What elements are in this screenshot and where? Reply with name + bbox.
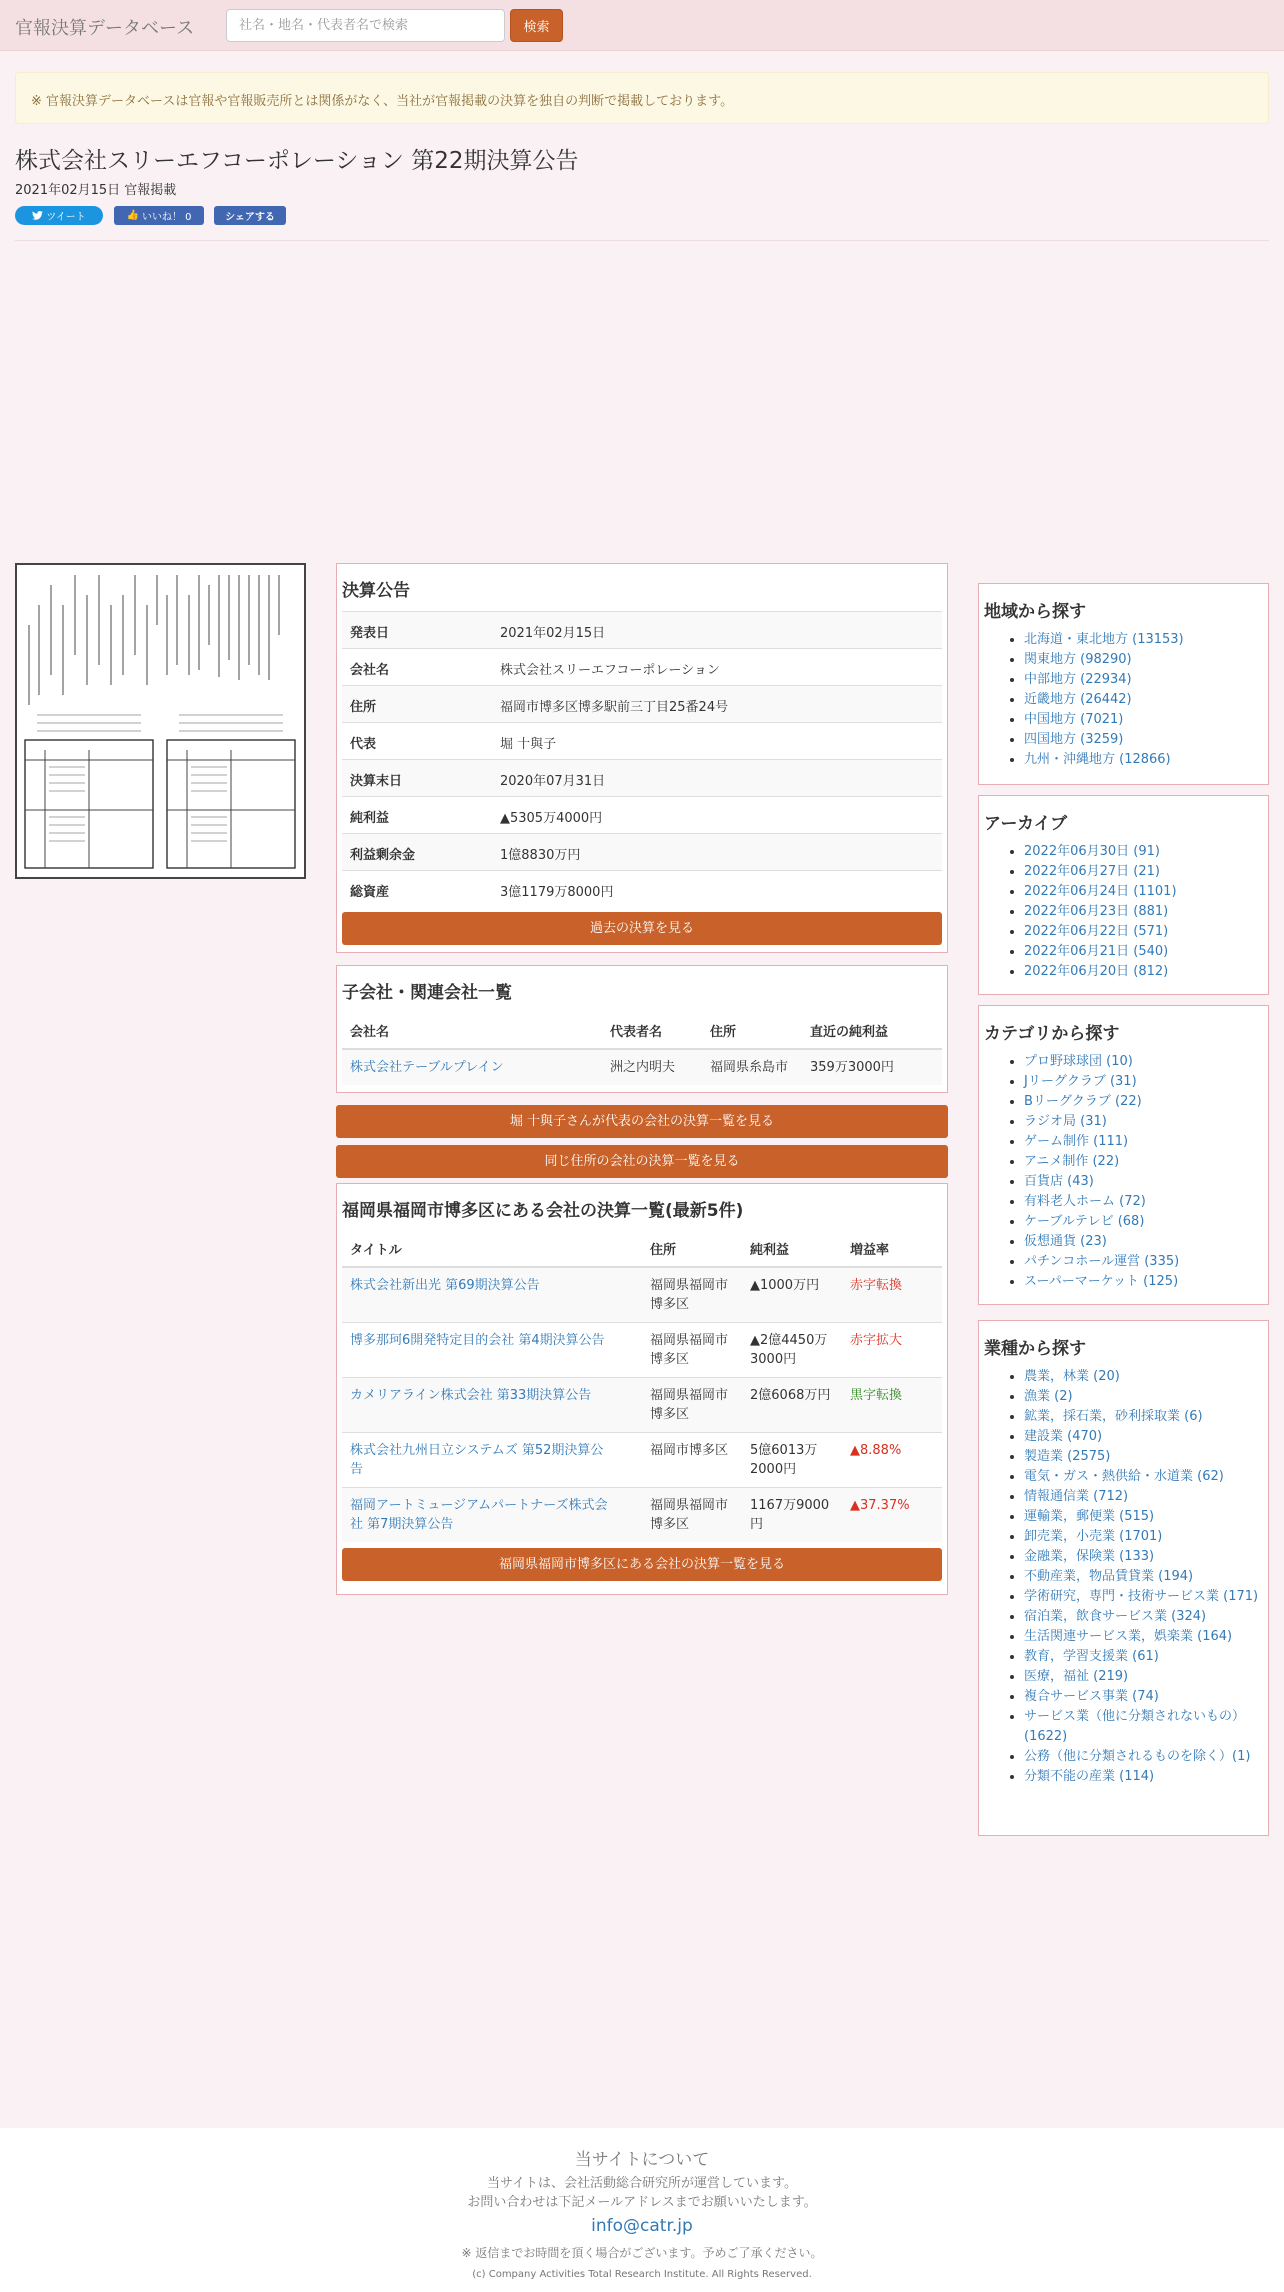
table-row xyxy=(342,1378,942,1433)
sidebar-industry xyxy=(978,1320,1269,1836)
industry-link[interactable]: 鉱業，採石業，砂利採取業 (6) xyxy=(1024,1409,1203,1424)
tweet-button[interactable] xyxy=(15,206,103,225)
list-item xyxy=(1024,882,1263,902)
industry-link[interactable]: 漁業 (2) xyxy=(1024,1389,1073,1404)
category-link[interactable]: アニメ制作 (22) xyxy=(1024,1154,1120,1169)
region-link[interactable]: 中部地方 (22934) xyxy=(1024,672,1132,687)
table-row xyxy=(342,1267,942,1323)
list-item xyxy=(1024,962,1263,982)
like-label: いいね！ 0 xyxy=(141,212,192,223)
publication-date: 2021年02月15日 官報掲載 xyxy=(15,183,177,198)
category-link[interactable]: ケーブルテレビ (68) xyxy=(1024,1214,1145,1229)
kessan-title-link[interactable] xyxy=(350,1278,540,1293)
region-link[interactable]: 中国地方 (7021) xyxy=(1024,712,1124,727)
title-cell xyxy=(342,1267,642,1323)
kessan-key: 利益剰余金 xyxy=(350,848,416,863)
gazette-scan-image[interactable] xyxy=(15,563,306,879)
category-heading: カテゴリから探す xyxy=(984,1024,1120,1044)
list-item xyxy=(1024,1072,1263,1092)
company-cell xyxy=(342,1049,602,1085)
kessan-row xyxy=(342,834,942,871)
sidebar-region xyxy=(978,583,1269,785)
list-item xyxy=(1024,650,1263,670)
kessan-table xyxy=(342,611,942,908)
list-item xyxy=(1024,1447,1263,1467)
col-growth-rate: 増益率 xyxy=(842,1231,942,1267)
area-list-panel xyxy=(336,1183,948,1595)
list-item xyxy=(1024,1367,1263,1387)
kessan-row xyxy=(342,686,942,723)
footer-title: 当サイトについて xyxy=(574,2150,710,2170)
kessan-row xyxy=(342,797,942,834)
list-item xyxy=(1024,670,1263,690)
kessan-key: 総資産 xyxy=(350,885,390,900)
representative-cell: 洲之内明夫 xyxy=(602,1049,702,1085)
list-item xyxy=(1024,750,1263,770)
list-item xyxy=(1024,1467,1263,1487)
title-cell xyxy=(342,1323,642,1378)
list-item xyxy=(1024,922,1263,942)
kessan-row xyxy=(342,871,942,908)
profit-line: ▲1000万円 xyxy=(750,1278,820,1293)
kessan-key: 住所 xyxy=(350,700,377,715)
title-cell xyxy=(342,1378,642,1433)
region-link[interactable]: 関東地方 (98290) xyxy=(1024,652,1132,667)
list-item xyxy=(1024,1627,1263,1647)
category-link[interactable]: ゲーム制作 (111) xyxy=(1024,1134,1129,1149)
kessan-title-link[interactable] xyxy=(350,1498,608,1532)
footer xyxy=(0,2128,1284,2292)
list-item xyxy=(1024,1152,1263,1172)
address-cell xyxy=(642,1433,742,1488)
region-link[interactable]: 北海道・東北地方 (13153) xyxy=(1024,632,1184,647)
company-link[interactable]: 株式会社テーブルプレイン xyxy=(350,1060,504,1075)
list-item xyxy=(1024,1707,1263,1747)
list-item xyxy=(1024,1232,1263,1252)
profit-cell xyxy=(742,1267,842,1323)
address-line: 福岡県福岡市 xyxy=(650,1498,729,1513)
list-item xyxy=(1024,1767,1263,1787)
sidebar-category xyxy=(978,1005,1269,1305)
industry-link[interactable]: 分類不能の産業 (114) xyxy=(1024,1769,1155,1784)
address-cell xyxy=(642,1378,742,1433)
archive-list xyxy=(984,842,1263,982)
list-item xyxy=(1024,1272,1263,1292)
tweet-label: ツイート xyxy=(46,212,86,223)
list-item xyxy=(1024,1407,1263,1427)
industry-link[interactable]: 学術研究，専門・技術サービス業 (171) xyxy=(1024,1589,1259,1604)
list-item xyxy=(1024,1132,1263,1152)
industry-link[interactable]: 製造業 (2575) xyxy=(1024,1449,1111,1464)
subsidiaries-panel xyxy=(336,965,948,1093)
footer-contact-text: お問い合わせは下記メールアドレスまでお願いいたします。 xyxy=(467,2195,817,2210)
address-cell xyxy=(642,1488,742,1543)
address-cell: 福岡県糸島市 xyxy=(702,1049,802,1085)
subsidiaries-heading: 子会社・関連会社一覧 xyxy=(342,983,512,1003)
same-representative-button[interactable]: 堀 十與子さんが代表の会社の決算一覧を見る xyxy=(336,1105,948,1138)
industry-heading: 業種から探す xyxy=(984,1339,1086,1359)
list-item xyxy=(1024,1647,1263,1667)
address-line: 博多区 xyxy=(650,1517,690,1532)
kessan-key: 純利益 xyxy=(350,811,390,826)
title-line: 福岡アートミュージアムパートナーズ株式会 xyxy=(350,1498,608,1513)
address-cell xyxy=(642,1267,742,1323)
list-item xyxy=(1024,1427,1263,1447)
search-input[interactable] xyxy=(226,9,505,42)
archive-link[interactable]: 2022年06月21日 (540) xyxy=(1024,944,1169,959)
industry-link[interactable]: 複合サービス事業 (74) xyxy=(1024,1689,1159,1704)
title-line: 社 第7期決算公告 xyxy=(350,1517,454,1532)
growth-rate-cell: 黒字転換 xyxy=(842,1378,942,1433)
col-latest-profit: 直近の純利益 xyxy=(802,1013,942,1049)
thumbs-up-icon: 👍 xyxy=(126,210,139,221)
kessan-row xyxy=(342,760,942,797)
category-link[interactable]: ラジオ局 (31) xyxy=(1024,1114,1107,1129)
growth-rate-cell: 赤字転換 xyxy=(842,1267,942,1323)
category-link[interactable]: 百貨店 (43) xyxy=(1024,1174,1094,1189)
address-line: 福岡県福岡市 xyxy=(650,1388,729,1403)
table-row xyxy=(342,1433,942,1488)
archive-link[interactable]: 2022年06月30日 (91) xyxy=(1024,844,1160,859)
kessan-title-link[interactable] xyxy=(350,1333,605,1348)
list-item xyxy=(1024,1052,1263,1072)
kessan-row xyxy=(342,612,942,649)
profit-cell xyxy=(742,1488,842,1543)
industry-link[interactable]: 建設業 (470) xyxy=(1024,1429,1103,1444)
past-kessan-button[interactable]: 過去の決算を見る xyxy=(342,912,942,945)
kessan-title-link[interactable] xyxy=(350,1443,603,1477)
kessan-value: 2020年07月31日 xyxy=(500,774,606,789)
category-link[interactable]: スーパーマーケット (125) xyxy=(1024,1274,1179,1289)
list-item xyxy=(1024,730,1263,750)
profit-line: 1167万9000 xyxy=(750,1498,830,1513)
area-list-button[interactable]: 福岡県福岡市博多区にある会社の決算一覧を見る xyxy=(342,1548,942,1581)
title-cell xyxy=(342,1488,642,1543)
kessan-value: 株式会社スリーエフコーポレーション xyxy=(500,663,720,678)
address-cell xyxy=(642,1323,742,1378)
table-row xyxy=(342,1488,942,1543)
kessan-value: 堀 十與子 xyxy=(500,737,557,752)
list-item xyxy=(1024,1667,1263,1687)
kessan-value: 1億8830万円 xyxy=(500,848,581,863)
page-title: 株式会社スリーエフコーポレーション 第22期決算公告 xyxy=(15,148,579,174)
address-line: 博多区 xyxy=(650,1352,690,1367)
kessan-value: ▲5305万4000円 xyxy=(500,811,603,826)
list-item xyxy=(1024,1527,1263,1547)
col-representative: 代表者名 xyxy=(602,1013,702,1049)
col-title: タイトル xyxy=(342,1231,642,1267)
industry-link[interactable]: サービス業（他に分類されないもの）(1622) xyxy=(1024,1709,1246,1744)
profit-cell xyxy=(742,1433,842,1488)
list-item xyxy=(1024,1607,1263,1627)
list-item xyxy=(1024,942,1263,962)
profit-line: ▲2億4450万 xyxy=(750,1333,828,1348)
growth-rate-cell: ▲37.37% xyxy=(842,1488,942,1543)
title-cell xyxy=(342,1433,642,1488)
region-heading: 地域から探す xyxy=(984,602,1086,622)
industry-link[interactable]: 運輸業，郵便業 (515) xyxy=(1024,1509,1155,1524)
kessan-title-link[interactable] xyxy=(350,1388,591,1403)
facebook-share-button[interactable]: シェアする xyxy=(214,206,286,225)
area-list-table xyxy=(342,1231,942,1542)
address-line: 博多区 xyxy=(650,1407,690,1422)
profit-line: 5億6013万 xyxy=(750,1443,818,1458)
industry-link[interactable]: 生活関連サービス業，娯楽業 (164) xyxy=(1024,1629,1233,1644)
title-line: 告 xyxy=(350,1462,364,1477)
list-item xyxy=(1024,1112,1263,1132)
category-link[interactable]: Bリーグクラブ (22) xyxy=(1024,1094,1142,1109)
archive-link[interactable]: 2022年06月24日 (1101) xyxy=(1024,884,1177,899)
industry-link[interactable]: 金融業，保険業 (133) xyxy=(1024,1549,1155,1564)
category-link[interactable]: 有料老人ホーム (72) xyxy=(1024,1194,1146,1209)
archive-heading: アーカイブ xyxy=(984,814,1068,834)
footer-operator-text: 当サイトは、会社活動総合研究所が運営しています。 xyxy=(486,2176,798,2191)
table-row xyxy=(342,1323,942,1378)
industry-link[interactable]: 教育，学習支援業 (61) xyxy=(1024,1649,1159,1664)
footer-reply-note: ※ 返信までお時間を頂く場合がございます。予めご了承ください。 xyxy=(461,2246,823,2260)
list-item xyxy=(1024,902,1263,922)
industry-link[interactable]: 公務（他に分類されるものを除く）(1) xyxy=(1024,1749,1251,1764)
industry-list xyxy=(984,1367,1263,1787)
archive-link[interactable]: 2022年06月22日 (571) xyxy=(1024,924,1169,939)
kessan-value: 2021年02月15日 xyxy=(500,626,606,641)
kessan-key: 発表日 xyxy=(350,626,390,641)
profit-line: 2000円 xyxy=(750,1462,797,1477)
facebook-like-button[interactable] xyxy=(114,206,204,225)
category-link[interactable]: Jリーグクラブ (31) xyxy=(1024,1074,1137,1089)
archive-link[interactable]: 2022年06月20日 (812) xyxy=(1024,964,1169,979)
footer-email-link[interactable]: info@catr.jp xyxy=(591,2216,693,2236)
list-item xyxy=(1024,1547,1263,1567)
address-line: 福岡県福岡市 xyxy=(650,1278,729,1293)
list-item xyxy=(1024,1487,1263,1507)
region-link[interactable]: 九州・沖縄地方 (12866) xyxy=(1024,752,1171,767)
gazette-scan-illustration xyxy=(17,565,304,877)
list-item xyxy=(1024,1747,1263,1767)
category-list xyxy=(984,1052,1263,1292)
table-row xyxy=(342,1049,942,1085)
kessan-row xyxy=(342,723,942,760)
growth-rate-cell: ▲8.88% xyxy=(842,1433,942,1488)
growth-rate-cell: 赤字拡大 xyxy=(842,1323,942,1378)
kessan-key: 決算末日 xyxy=(350,774,403,789)
archive-link[interactable]: 2022年06月23日 (881) xyxy=(1024,904,1169,919)
region-link[interactable]: 近畿地方 (26442) xyxy=(1024,692,1132,707)
list-item xyxy=(1024,1587,1263,1607)
industry-link[interactable]: 電気・ガス・熱供給・水道業 (62) xyxy=(1024,1469,1224,1484)
title-line: カメリアライン株式会社 第33期決算公告 xyxy=(350,1388,592,1403)
industry-link[interactable]: 卸売業，小売業 (1701) xyxy=(1024,1529,1163,1544)
list-item xyxy=(1024,842,1263,862)
subsidiaries-table xyxy=(342,1013,942,1085)
area-list-heading: 福岡県福岡市博多区にある会社の決算一覧(最新5件) xyxy=(342,1201,744,1221)
list-item xyxy=(1024,1252,1263,1272)
title-line: 株式会社新出光 第69期決算公告 xyxy=(350,1278,540,1293)
footer-copyright: (c) Company Activities Total Research Institute. All Rights Reserved. xyxy=(472,2269,812,2280)
address-line: 福岡県福岡市 xyxy=(650,1333,729,1348)
same-address-button[interactable]: 同じ住所の会社の決算一覧を見る xyxy=(336,1145,948,1178)
profit-cell: 359万3000円 xyxy=(802,1049,942,1085)
address-line: 博多区 xyxy=(650,1297,690,1312)
twitter-bird-icon xyxy=(32,211,43,220)
header-divider xyxy=(15,240,1269,241)
list-item xyxy=(1024,1172,1263,1192)
col-address: 住所 xyxy=(642,1231,742,1267)
navbar xyxy=(0,0,1284,51)
category-link[interactable]: プロ野球球団 (10) xyxy=(1024,1054,1133,1069)
disclaimer-notice: ※ 官報決算データベースは官報や官報販売所とは関係がなく、当社が官報掲載の決算を独自の判断で掲載しております。 xyxy=(15,72,1269,124)
kessan-value: 福岡市博多区博多駅前三丁目25番24号 xyxy=(500,700,729,715)
list-item xyxy=(1024,1387,1263,1407)
list-item xyxy=(1024,1567,1263,1587)
industry-link[interactable]: 不動産業，物品賃貸業 (194) xyxy=(1024,1569,1194,1584)
list-item xyxy=(1024,1212,1263,1232)
kessan-heading: 決算公告 xyxy=(342,581,410,601)
list-item xyxy=(1024,862,1263,882)
profit-line: 3000円 xyxy=(750,1352,797,1367)
industry-link[interactable]: 情報通信業 (712) xyxy=(1024,1489,1129,1504)
title-line: 博多那珂6開発特定目的会社 第4期決算公告 xyxy=(350,1333,605,1348)
kessan-row xyxy=(342,649,942,686)
list-item xyxy=(1024,1092,1263,1112)
col-net-profit: 純利益 xyxy=(742,1231,842,1267)
region-list xyxy=(984,630,1263,770)
list-item xyxy=(1024,690,1263,710)
profit-cell xyxy=(742,1323,842,1378)
list-item xyxy=(1024,1687,1263,1707)
profit-cell xyxy=(742,1378,842,1433)
address-line: 福岡市博多区 xyxy=(650,1443,729,1458)
site-brand-link[interactable]: 官報決算データベース xyxy=(15,18,195,39)
list-item xyxy=(1024,630,1263,650)
category-link[interactable]: 仮想通貨 (23) xyxy=(1024,1234,1107,1249)
kessan-key: 会社名 xyxy=(350,663,390,678)
col-address: 住所 xyxy=(702,1013,802,1049)
profit-line: 2億6068万円 xyxy=(750,1388,831,1403)
kessan-value: 3億1179万8000円 xyxy=(500,885,614,900)
profit-line: 円 xyxy=(750,1517,764,1532)
archive-link[interactable]: 2022年06月27日 (21) xyxy=(1024,864,1160,879)
industry-link[interactable]: 宿泊業，飲食サービス業 (324) xyxy=(1024,1609,1207,1624)
col-company-name: 会社名 xyxy=(342,1013,602,1049)
sidebar-archive xyxy=(978,795,1269,995)
list-item xyxy=(1024,710,1263,730)
category-link[interactable]: パチンコホール運営 (335) xyxy=(1024,1254,1180,1269)
industry-link[interactable]: 医療，福祉 (219) xyxy=(1024,1669,1129,1684)
kessan-panel xyxy=(336,563,948,953)
industry-link[interactable]: 農業，林業 (20) xyxy=(1024,1369,1120,1384)
list-item xyxy=(1024,1507,1263,1527)
search-button[interactable]: 検索 xyxy=(510,9,563,42)
list-item xyxy=(1024,1192,1263,1212)
region-link[interactable]: 四国地方 (3259) xyxy=(1024,732,1124,747)
title-line: 株式会社九州日立システムズ 第52期決算公 xyxy=(350,1443,604,1458)
kessan-key: 代表 xyxy=(350,737,377,752)
